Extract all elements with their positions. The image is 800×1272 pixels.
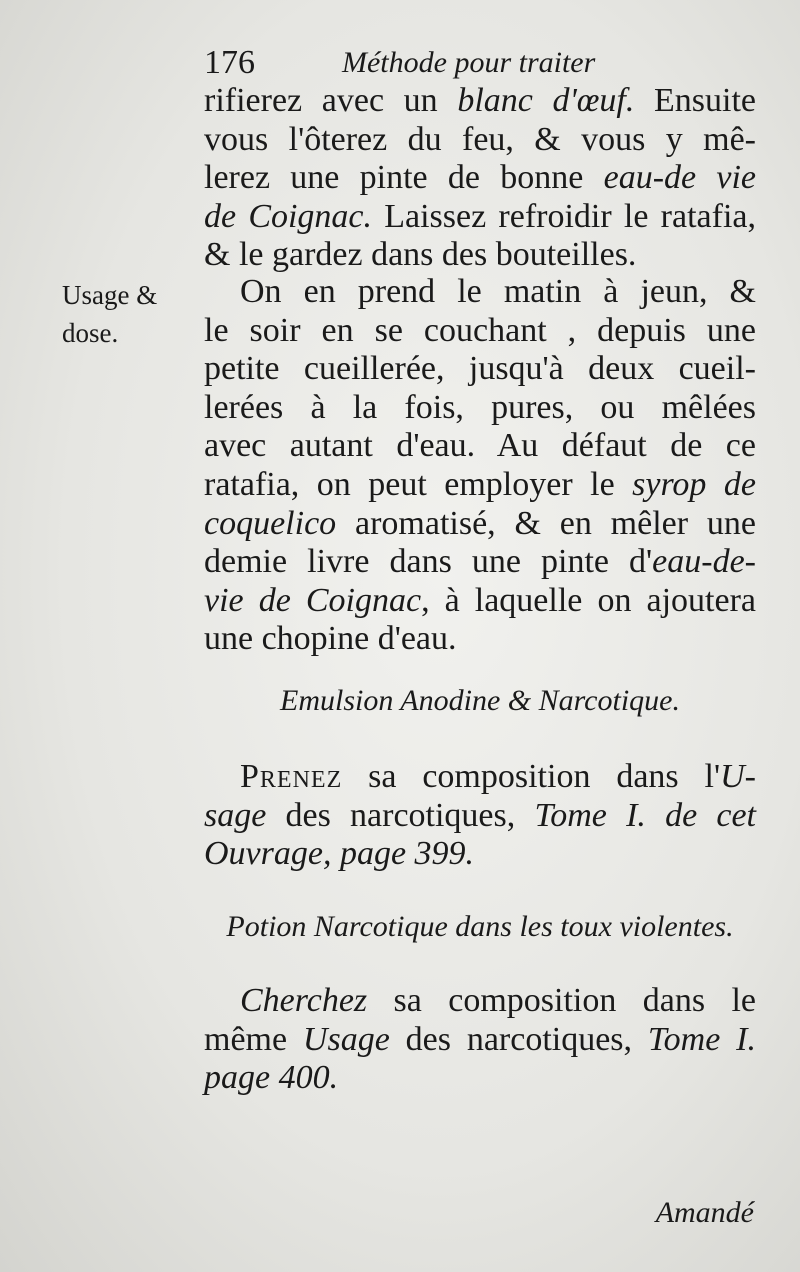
text-line: petite cueillerée, jusqu'à deux cueil- <box>204 350 756 388</box>
catchword: Amandé <box>655 1196 754 1229</box>
text-line: le soir en se couchant , depuis une <box>204 311 756 349</box>
text-line: coquelico aromatisé, & en mêler une <box>204 504 756 542</box>
margin-note-line: Usage & <box>62 280 158 310</box>
text-line: Ouvrage, page 399. <box>204 835 475 873</box>
text-line: & le gardez dans des bouteilles. <box>204 236 637 274</box>
text-line: lerées à la fois, pures, ou mêlées <box>204 388 756 426</box>
text-line: On en prend le matin à jeun, & <box>240 273 756 310</box>
text-line: de Coignac. Laissez refroidir le ratafia, <box>204 197 756 235</box>
text-line: demie livre dans une pinte d'eau-de- <box>204 543 756 581</box>
text-line: Prenez sa composition dans l'U- <box>240 758 756 795</box>
page-number: 176 <box>204 44 255 81</box>
section-heading: Potion Narcotique dans les toux violentes. <box>226 910 734 943</box>
text-line: rifierez avec un blanc d'œuf. Ensuite <box>204 82 757 119</box>
paragraph-3 <box>204 758 756 874</box>
paragraph-4 <box>204 982 756 1098</box>
margin-note <box>62 276 202 352</box>
text-line: une chopine d'eau. <box>204 620 457 658</box>
section-heading: Emulsion Anodine & Narcotique. <box>280 684 680 717</box>
margin-note-line: dose. <box>62 318 119 348</box>
paragraph-2 <box>204 273 756 659</box>
text-line: page 400. <box>204 1059 339 1097</box>
text-line: sage des narcotiques, Tome I. de cet <box>204 796 756 834</box>
text-line: lerez une pinte de bonne eau-de vie <box>204 159 757 197</box>
text-line: vous l'ôterez du feu, & vous y mê- <box>204 120 756 158</box>
text-line: ratafia, on peut employer le syrop de <box>204 465 756 503</box>
text-line: Cherchez sa composition dans le <box>240 982 756 1019</box>
text-line: avec autant d'eau. Au défaut de ce <box>204 427 756 465</box>
running-head: Méthode pour traiter <box>342 46 596 79</box>
text-line: même Usage des narcotiques, Tome I. <box>204 1020 756 1058</box>
text-line: vie de Coignac, à laquelle on ajoutera <box>204 581 756 619</box>
paragraph-1 <box>204 82 756 275</box>
